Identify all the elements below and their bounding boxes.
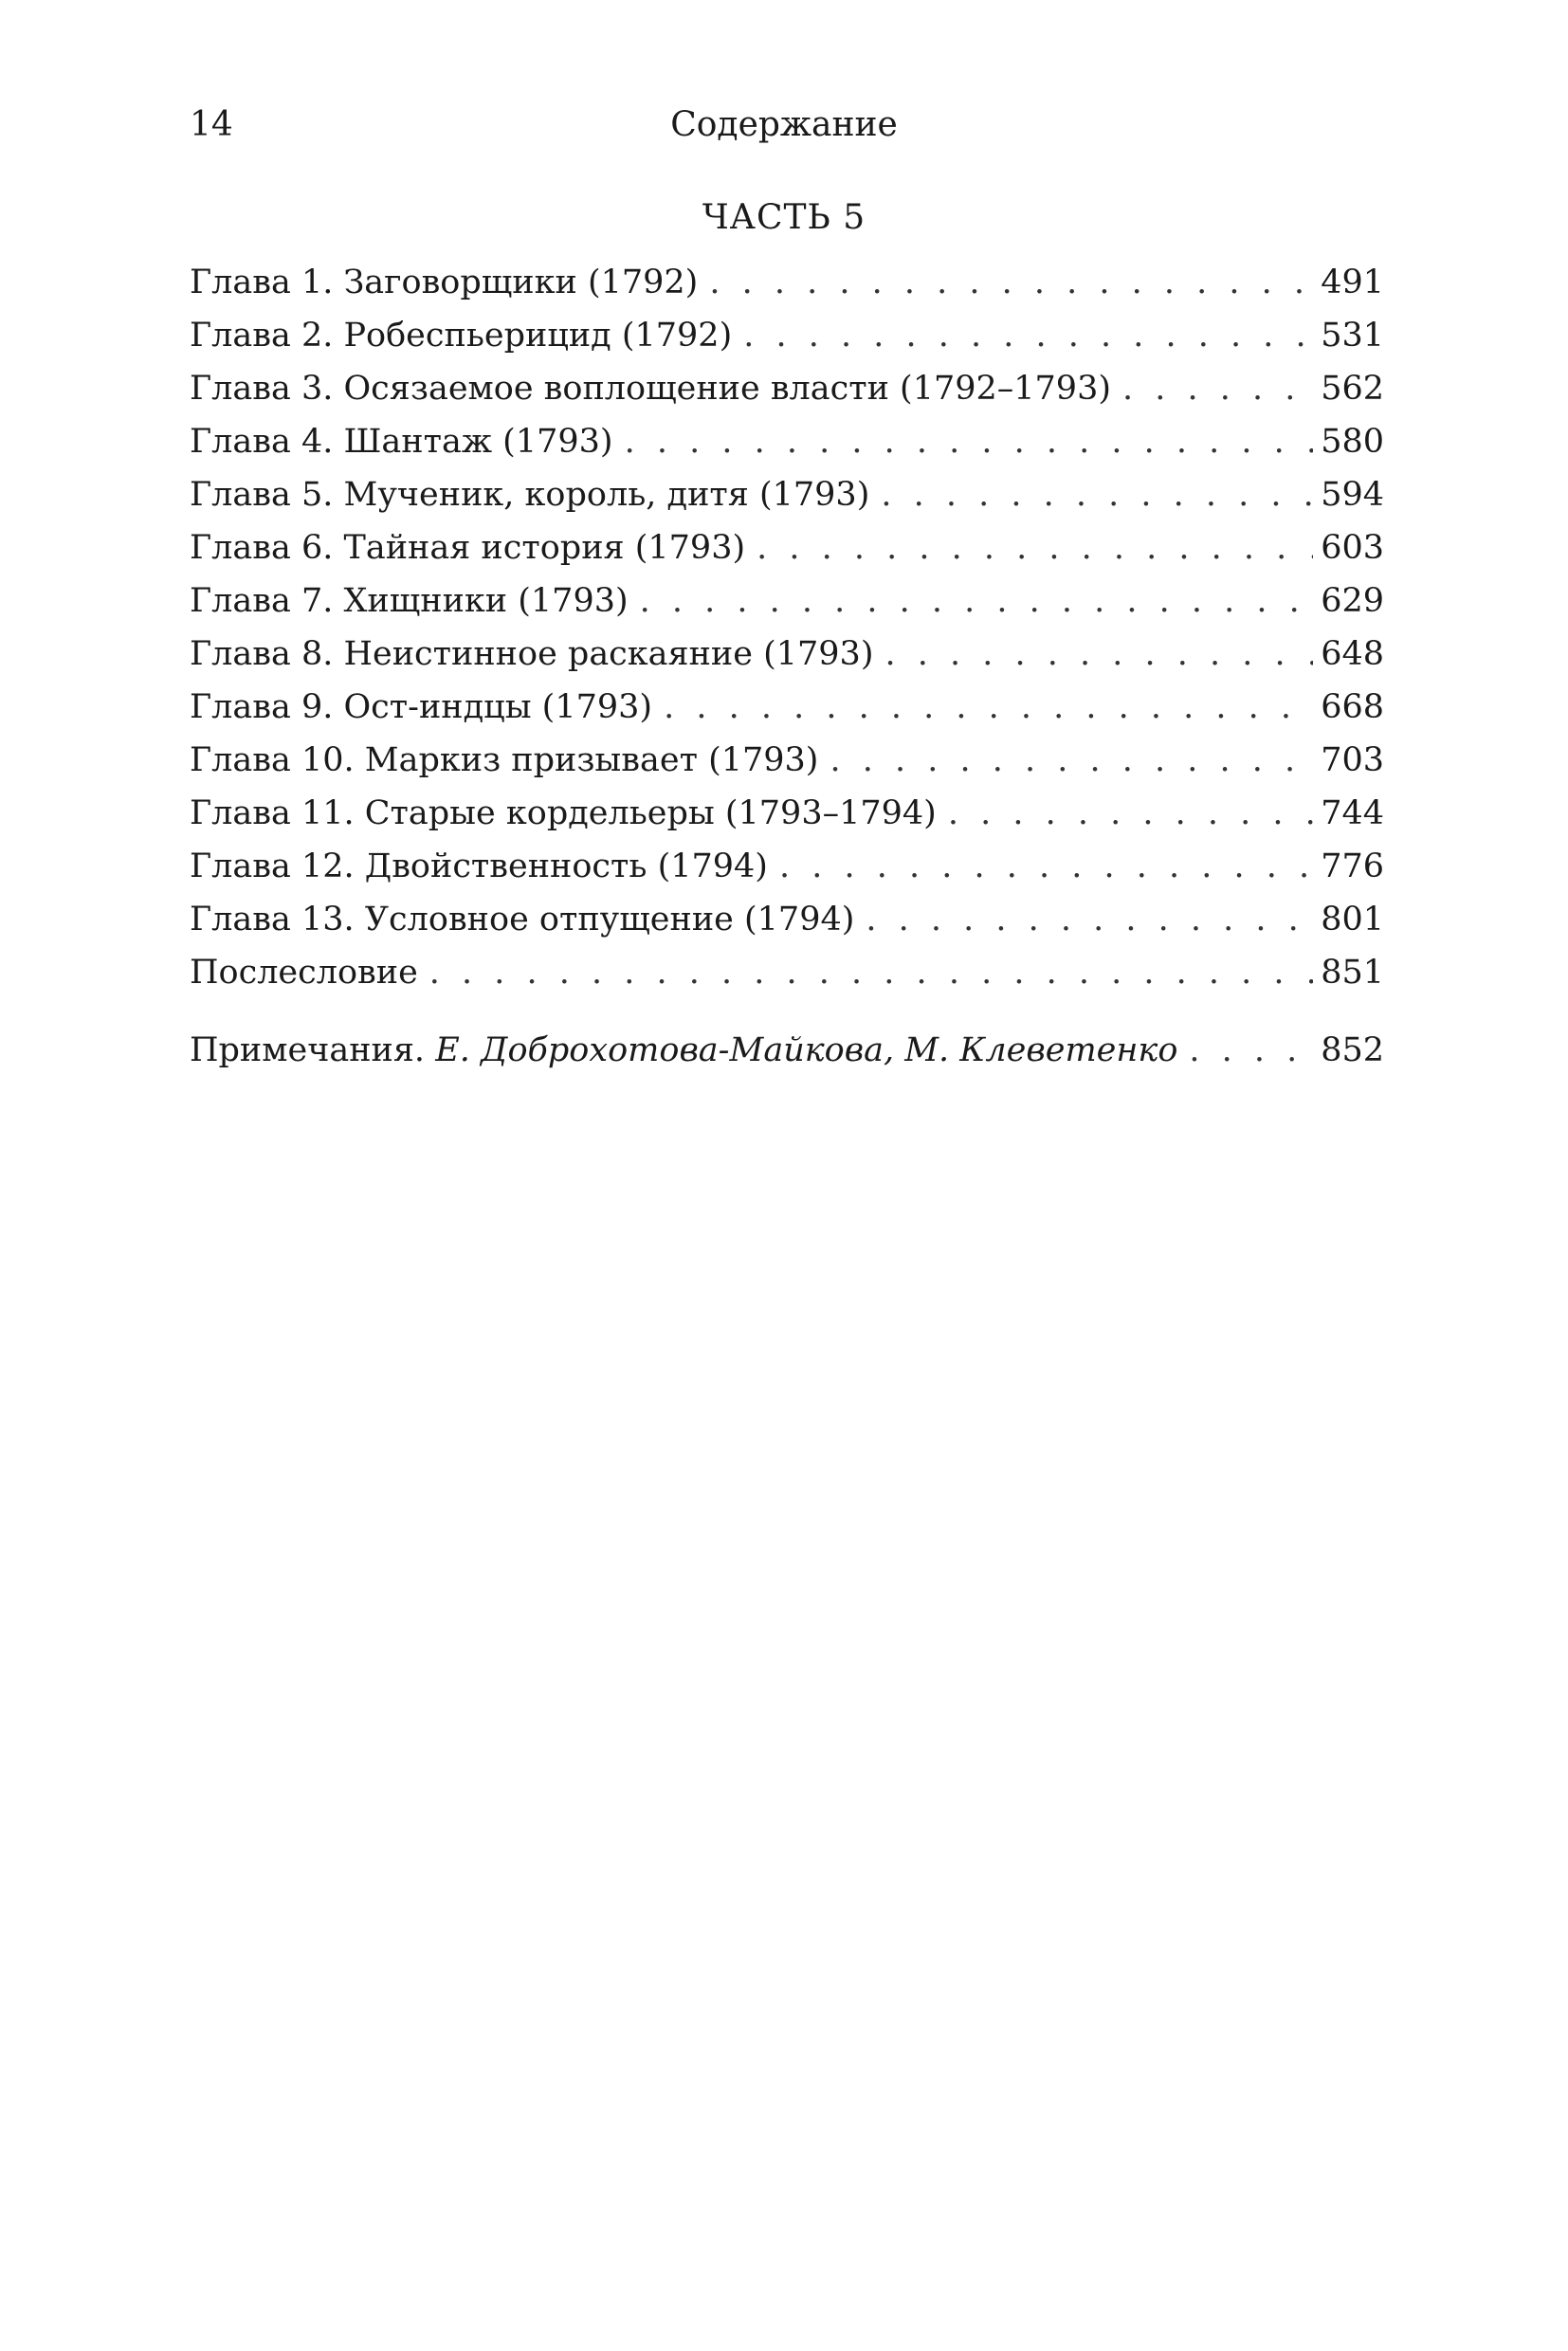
entry-page: 603 [1321, 529, 1384, 567]
toc-entry-chapter-13[interactable] [190, 893, 1384, 946]
entry-page: 491 [1321, 264, 1384, 301]
dot-leader [884, 628, 1313, 681]
toc-entry-chapter-5[interactable] [190, 468, 1384, 521]
dot-leader [881, 468, 1313, 521]
entry-title: Глава 13. Условное отпущение (1794) [190, 901, 855, 939]
notes-label: Примечания. [190, 1031, 426, 1069]
page-number: 14 [190, 105, 233, 144]
entry-title: Глава 8. Неистинное раскаяние (1793) [190, 635, 874, 673]
dot-leader [779, 840, 1313, 893]
entry-title: Глава 7. Хищники (1793) [190, 582, 629, 620]
entry-page: 531 [1321, 317, 1384, 355]
notes-authors: Е. Доброхотова-Майкова, М. Клеветенко [435, 1031, 1178, 1069]
entry-page: 703 [1321, 741, 1384, 779]
entry-title: Глава 9. Ост-индцы (1793) [190, 688, 653, 726]
dot-leader [664, 681, 1313, 734]
entry-page: 594 [1321, 476, 1384, 514]
entry-page: 852 [1321, 1031, 1384, 1069]
entry-page: 801 [1321, 901, 1384, 939]
entry-title: Глава 2. Робеспьерицид (1792) [190, 317, 733, 355]
toc-entry-chapter-4[interactable] [190, 415, 1384, 468]
dot-leader [429, 946, 1313, 999]
toc-entry-chapter-10[interactable] [190, 734, 1384, 787]
toc-entry-afterword[interactable] [190, 946, 1384, 999]
entry-title: Глава 6. Тайная история (1793) [190, 529, 746, 567]
toc-entry-chapter-8[interactable] [190, 628, 1384, 681]
entry-page: 580 [1321, 423, 1384, 461]
entry-title: Глава 5. Мученик, король, дитя (1793) [190, 476, 870, 514]
toc-entry-chapter-7[interactable] [190, 574, 1384, 628]
entry-title: Глава 4. Шантаж (1793) [190, 423, 613, 461]
toc-entry-chapter-2[interactable] [190, 309, 1384, 362]
entry-title: Глава 10. Маркиз призывает (1793) [190, 741, 819, 779]
toc-entry-chapter-12[interactable] [190, 840, 1384, 893]
dot-leader [1189, 1024, 1313, 1077]
entry-page: 776 [1321, 847, 1384, 885]
running-head: Содержание [670, 105, 898, 144]
table-of-contents [190, 256, 1384, 999]
toc-entry-chapter-3[interactable] [190, 362, 1384, 415]
toc-entry-notes[interactable] [190, 1024, 1384, 1077]
dot-leader [948, 787, 1313, 840]
toc-entry-chapter-11[interactable] [190, 787, 1384, 840]
dot-leader [640, 574, 1314, 628]
entry-title: Глава 3. Осязаемое воплощение власти (1792–1793) [190, 370, 1112, 408]
notes-title [190, 1024, 1177, 1077]
dot-leader [709, 256, 1313, 309]
toc-entry-chapter-1[interactable] [190, 256, 1384, 309]
entry-title: Глава 12. Двойственность (1794) [190, 847, 768, 885]
dot-leader [743, 309, 1313, 362]
entry-title: Глава 1. Заговорщики (1792) [190, 264, 699, 301]
entry-page: 629 [1321, 582, 1384, 620]
toc-entry-chapter-6[interactable] [190, 521, 1384, 574]
entry-page: 668 [1321, 688, 1384, 726]
entry-page: 744 [1321, 794, 1384, 832]
entry-page: 562 [1321, 370, 1384, 408]
part-heading: ЧАСТЬ 5 [702, 198, 866, 237]
entry-page: 648 [1321, 635, 1384, 673]
dot-leader [625, 415, 1314, 468]
dot-leader [757, 521, 1313, 574]
dot-leader [866, 893, 1313, 946]
toc-entry-chapter-9[interactable] [190, 681, 1384, 734]
dot-leader [830, 734, 1313, 787]
entry-title: Глава 11. Старые кордельеры (1793–1794) [190, 794, 937, 832]
entry-title: Послесловие [190, 954, 418, 992]
dot-leader [1122, 362, 1313, 415]
entry-page: 851 [1321, 954, 1384, 992]
